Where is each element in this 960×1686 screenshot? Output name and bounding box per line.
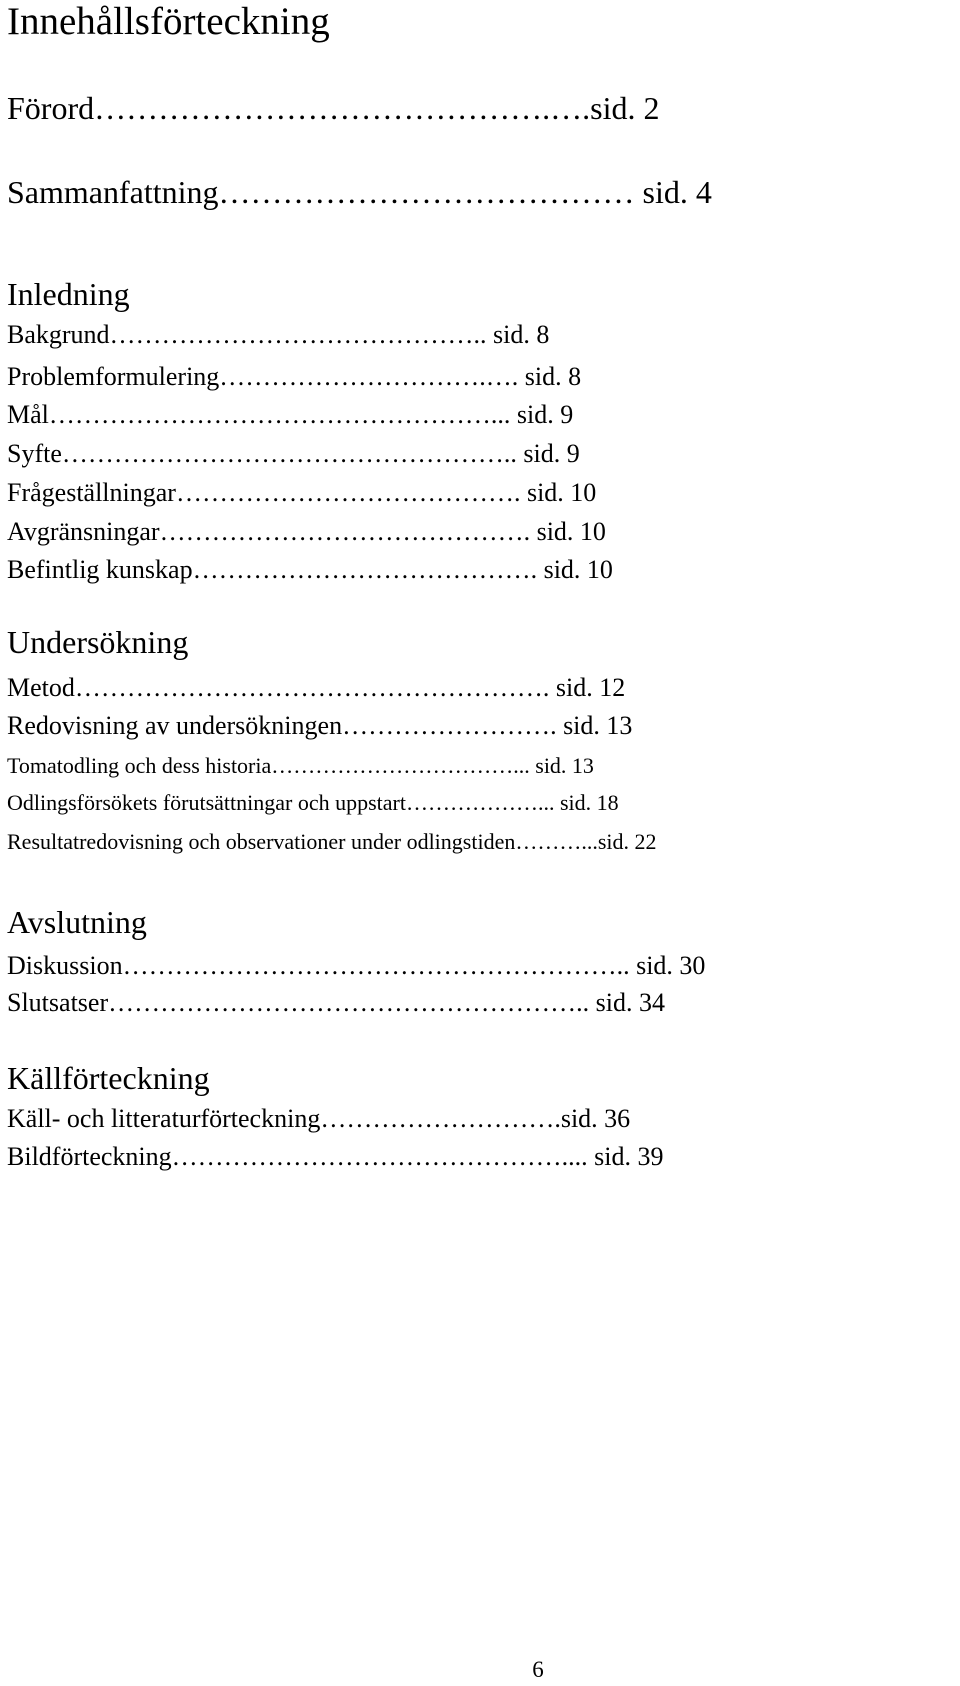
toc-entry-bildforteckning: Bildförteckning……………………………………….... sid. 39 [7, 1142, 664, 1171]
section-heading-avslutning: Avslutning [7, 904, 147, 940]
page-number: 6 [532, 1657, 544, 1682]
toc-entry-fragestallningar: Frågeställningar…………………………………. sid. 10 [7, 478, 597, 507]
toc-entry-befintlig-kunskap: Befintlig kunskap…………………………………. sid. 10 [7, 555, 613, 584]
toc-entry-diskussion: Diskussion………………………………………………….. sid. 30 [7, 951, 706, 980]
toc-entry-redovisning: Redovisning av undersökningen……………………. sid. 13 [7, 711, 633, 740]
toc-entry-forord: Förord…………………………………….….sid. 2 [7, 90, 660, 126]
toc-title: Innehållsförteckning [7, 0, 330, 43]
toc-entry-metod: Metod………………………………………………. sid. 12 [7, 673, 626, 702]
toc-entry-sammanfattning: Sammanfattning………………………………… sid. 4 [7, 174, 712, 210]
toc-entry-tomatodling: Tomatodling och dess historia……………………………... sid. 13 [7, 753, 594, 778]
toc-entry-avgransningar: Avgränsningar……………………………………. sid. 10 [7, 517, 606, 546]
toc-entry-slutsatser: Slutsatser……………………………………………….. sid. 34 [7, 988, 665, 1017]
toc-entry-bakgrund: Bakgrund…………………………………….. sid. 8 [7, 320, 550, 349]
section-heading-undersokning: Undersökning [7, 624, 189, 660]
toc-entry-odlingsforsok: Odlingsförsökets förutsättningar och uppstart………………... sid. 18 [7, 790, 619, 815]
toc-entry-kall-och-litteratur: Käll- och litteraturförteckning……………………….sid. 36 [7, 1104, 631, 1133]
section-heading-kallforteckning: Källförteckning [7, 1060, 210, 1096]
toc-entry-resultatredovisning: Resultatredovisning och observationer under odlingstiden………...sid. 22 [7, 829, 657, 854]
toc-entry-syfte: Syfte…………………………………………….. sid. 9 [7, 439, 580, 468]
toc-entry-problemformulering: Problemformulering………………………….…. sid. 8 [7, 362, 582, 391]
section-heading-inledning: Inledning [7, 276, 130, 312]
toc-entry-mal: Mål……………………………………………... sid. 9 [7, 400, 574, 429]
